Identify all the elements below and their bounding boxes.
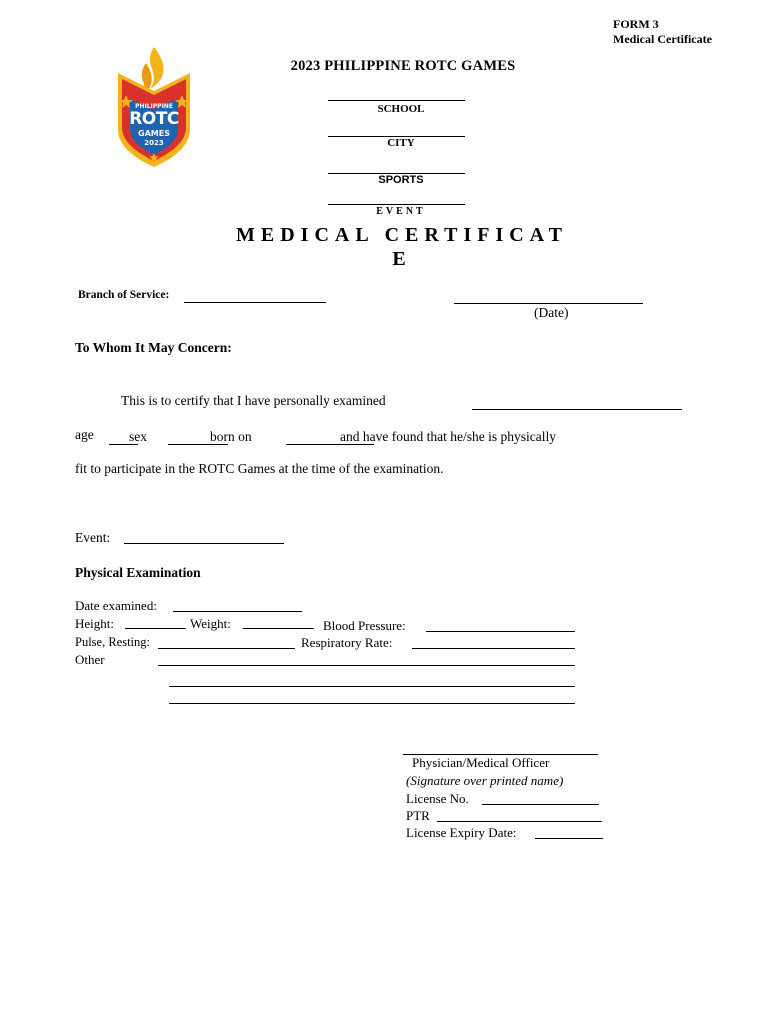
date-examined-field-line[interactable] xyxy=(173,611,302,612)
branch-label: Branch of Service: xyxy=(78,289,170,301)
height-field-line[interactable] xyxy=(125,628,186,629)
school-field-line[interactable] xyxy=(328,100,465,101)
weight-label: Weight: xyxy=(190,616,231,631)
license-expiry-field-line[interactable] xyxy=(535,838,603,839)
date-field-line[interactable] xyxy=(454,303,643,304)
certify-text: This is to certify that I have personally examined xyxy=(121,393,386,408)
license-field-line[interactable] xyxy=(482,804,599,805)
event-header-label: EVENT xyxy=(376,206,426,217)
ptr-label: PTR xyxy=(406,808,430,823)
form-number: FORM 3 xyxy=(613,17,659,31)
other-field-line-2[interactable] xyxy=(169,686,575,687)
logo-main-text: ROTC xyxy=(129,109,179,129)
weight-field-line[interactable] xyxy=(243,628,314,629)
respiratory-label: Respiratory Rate: xyxy=(301,635,393,650)
born-label: born on xyxy=(210,429,252,444)
found-text: and have found that he/she is physically xyxy=(340,429,556,444)
blood-pressure-field-line[interactable] xyxy=(426,631,575,632)
other-field-line-1[interactable] xyxy=(158,665,575,666)
date-label: (Date) xyxy=(534,305,569,320)
logo-sub-text: GAMES xyxy=(138,129,170,138)
pulse-field-line[interactable] xyxy=(158,648,295,649)
certificate-title-line2: E xyxy=(392,248,412,270)
age-label: age xyxy=(75,427,94,442)
patient-name-field-line[interactable] xyxy=(472,409,682,410)
other-label: Other xyxy=(75,652,105,667)
pulse-label: Pulse, Resting: xyxy=(75,635,151,649)
license-label: License No. xyxy=(406,791,469,806)
games-title: 2023 PHILIPPINE ROTC GAMES xyxy=(290,58,516,74)
date-examined-label: Date examined: xyxy=(75,598,157,613)
license-expiry-label: License Expiry Date: xyxy=(406,825,517,840)
certificate-title-line1: MEDICAL CERTIFICAT xyxy=(236,224,568,246)
fit-text: fit to participate in the ROTC Games at the time of the examination. xyxy=(75,461,444,476)
certificate-title xyxy=(222,223,582,271)
signature-subtitle: (Signature over printed name) xyxy=(406,773,564,788)
event-field-line[interactable] xyxy=(328,204,465,205)
physician-title: Physician/Medical Officer xyxy=(412,755,550,770)
school-label: SCHOOL xyxy=(377,103,425,115)
physical-exam-heading: Physical Examination xyxy=(75,565,201,580)
form-name: Medical Certificate xyxy=(613,32,712,46)
respiratory-field-line[interactable] xyxy=(412,648,575,649)
other-field-line-3[interactable] xyxy=(169,703,575,704)
city-label: CITY xyxy=(387,137,415,149)
ptr-field-line[interactable] xyxy=(437,821,602,822)
sex-label: sex xyxy=(129,429,147,444)
logo-year: 2023 xyxy=(144,139,164,147)
logo-top-text: PHILIPPINE xyxy=(135,103,173,110)
event-field-line[interactable] xyxy=(124,543,284,544)
event-label: Event: xyxy=(75,530,111,545)
blood-pressure-label: Blood Pressure: xyxy=(323,618,406,633)
sports-label: SPORTS xyxy=(378,174,424,186)
height-label: Height: xyxy=(75,616,114,631)
salutation: To Whom It May Concern: xyxy=(75,340,232,355)
branch-field-line[interactable] xyxy=(184,302,326,303)
